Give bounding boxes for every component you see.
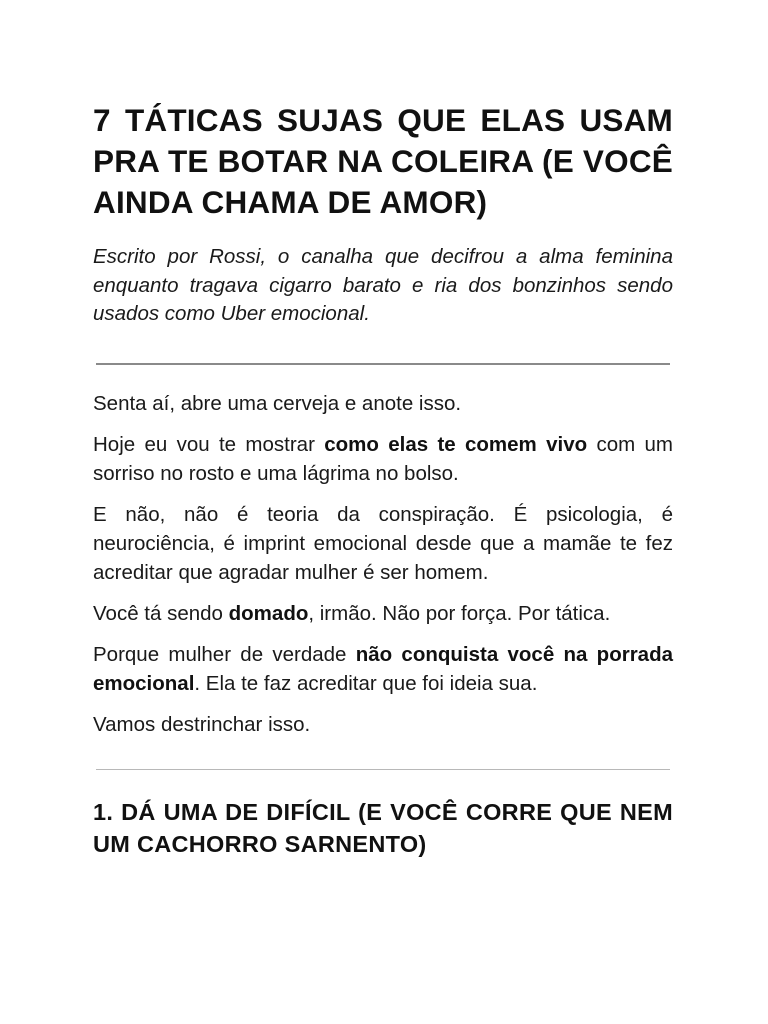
emphasis-text: domado: [228, 601, 309, 625]
emphasis-text: como elas te comem vivo: [324, 432, 588, 456]
emphasis-text: não conquista você na porrada emocional: [93, 642, 674, 695]
author-byline: Escrito por Rossi, o canalha que decifrou a alma feminina enquanto tragava cigarro barato e ria dos bonzinhos sendo usados como Uber emocional.: [93, 245, 673, 325]
document-title: 7 TÁTICAS SUJAS QUE ELAS USAM PRA TE BOTAR NA COLEIRA (E VOCÊ AINDA CHAMA DE AMOR): [93, 102, 673, 220]
body-paragraph-5: [93, 640, 673, 698]
body-paragraph-2: [93, 430, 673, 488]
section-divider: [96, 363, 670, 365]
paragraph-text: com um sorriso no rosto e uma lágrima no bolso.: [93, 432, 673, 485]
paragraph-text: Você tá sendo: [93, 601, 229, 625]
body-paragraph-6: Vamos destrinchar isso.: [93, 712, 311, 736]
section-heading: 1. DÁ UMA DE DIFÍCIL (E VOCÊ CORRE QUE NEM UM CACHORRO SARNENTO): [93, 798, 673, 857]
document-page: [93, 100, 673, 860]
paragraph-text: . Ela te faz acreditar que foi ideia sua.: [194, 671, 538, 695]
paragraph-text: , irmão. Não por força. Por tática.: [308, 601, 611, 625]
section-divider: [96, 769, 670, 770]
body-paragraph-1: Senta aí, abre uma cerveja e anote isso.: [93, 391, 462, 415]
body-paragraph-3: E não, não é teoria da conspiração. É psicologia, é neurociência, é imprint emocional desde que a mamãe te fez acreditar que agradar mulher é ser homem.: [93, 502, 673, 584]
paragraph-text: Hoje eu vou te mostrar: [93, 432, 325, 456]
body-paragraph-4: [93, 599, 673, 628]
paragraph-text: Porque mulher de verdade: [93, 642, 356, 666]
